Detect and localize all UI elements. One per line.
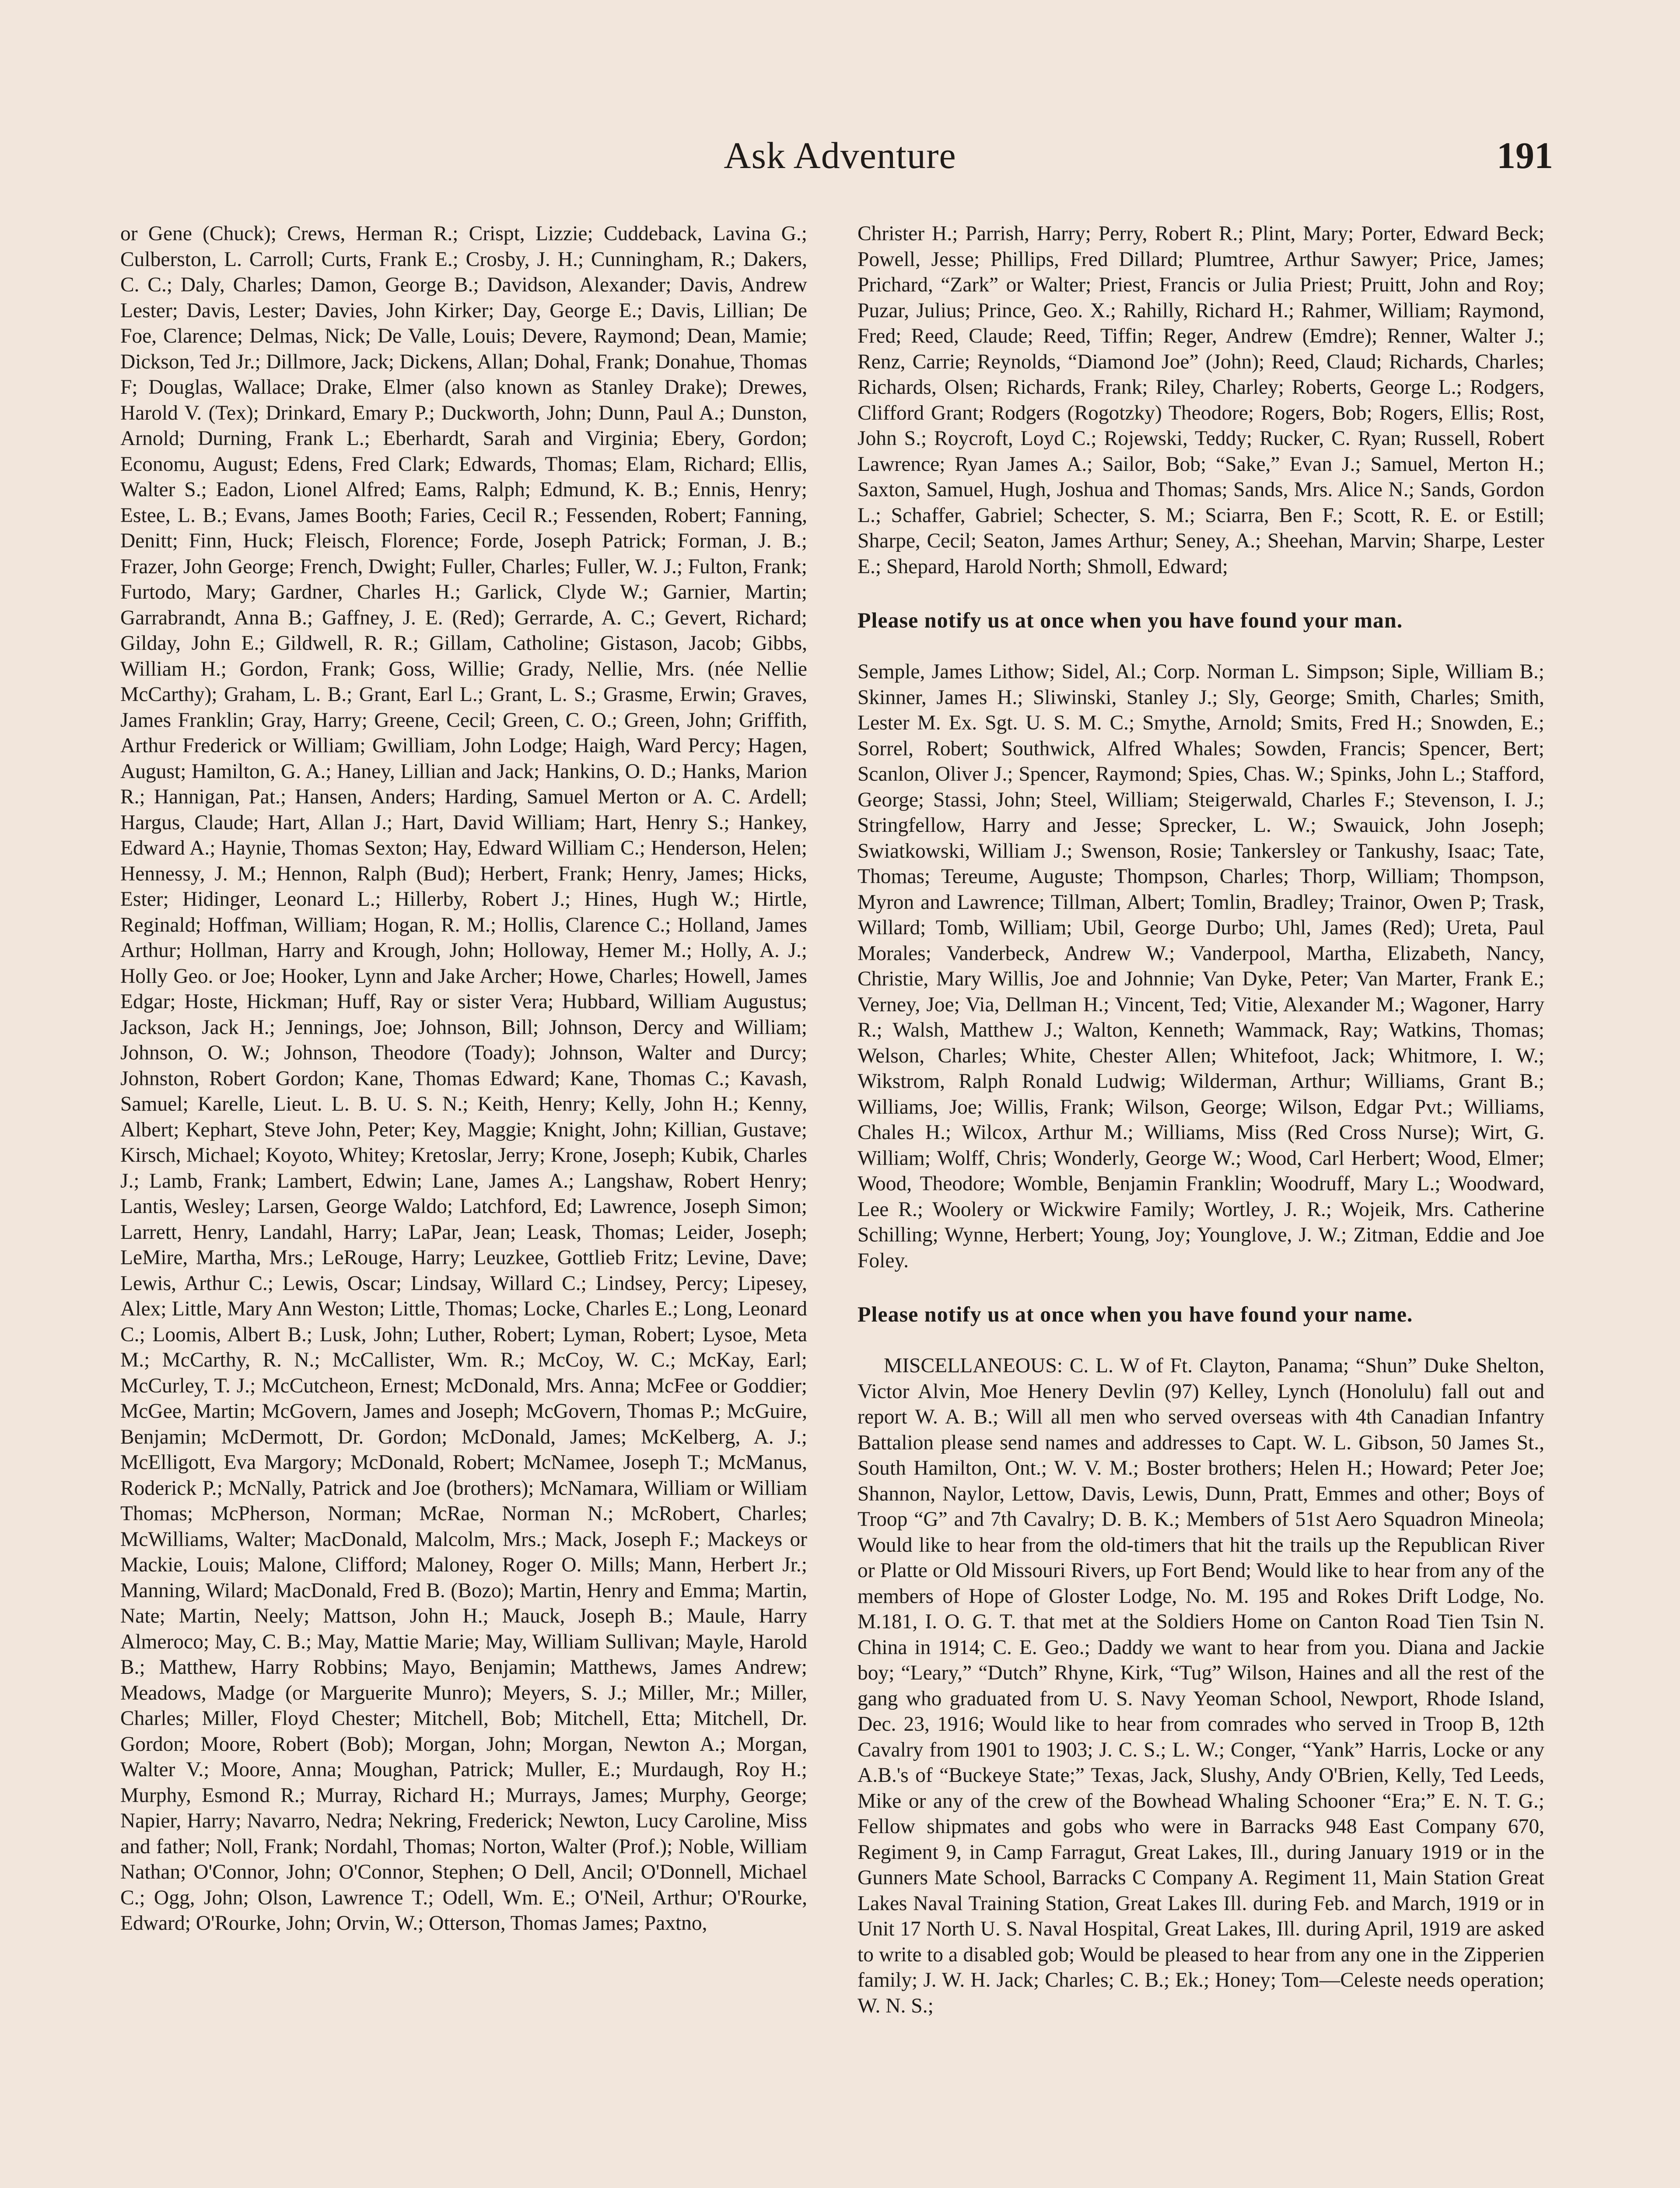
- miscellaneous-paragraph: MISCELLANEOUS: C. L. W of Ft. Clayton, Panama; “Shun” Duke Shelton, Victor Alvin, Moe Henery Devlin (97) Kelley, Lynch (Honolulu) fall out and report W. A. B.; Will all men who served overseas with 4th Canadian Infantry Battalion please send names and addresses to Capt. W. L. Gibson, 50 James St., South Hamilton, Ont.; W. V. M.; Boster brothers; Helen H.; Howard; Peter Joe; Shannon, Naylor, Lettow, Davis, Lewis, Dunn, Pratt, Emmes and other; Boys of Troop “G” and 7th Cavalry; D. B. K.; Members of 51st Aero Squadron Mineola; Would like to hear from the old-timers that hit the trails up the Republican River or Platte or Old Missouri Rivers, up Fort Bend; Would like to hear from any of the members of Hope of Gloster Lodge, No. M. 195 and Rokes Drift Lodge, No. M.181, I. O. G. T. that met at the Soldiers Home on Canton Road Tien Tsin N. China in 1914; C. E. Geo.; Daddy we want to hear from you. Diana and Jackie boy; “Leary,” “Dutch” Rhyne, Kirk, “Tug” Wilson, Haines and all the rest of the gang who graduated from U. S. Navy Yeoman School, Newport, Rhode Island, Dec. 23, 1916; Would like to hear from comrades who served in Troop B, 12th Cavalry from 1901 to 1903; J. C. S.; L. W.; Conger, “Yank” Harris, Locke or any A.B.'s of “Buckeye State;” Texas, Jack, Slushy, Andy O'Brien, Kelly, Ted Leeds, Mike or any of the crew of the Bowhead Whaling Schooner “Era;” E. N. T. G.; Fellow shipmates and gobs who were in Barracks 948 East Company 670, Regiment 9, in Camp Farragut, Great Lakes, Ill., during January 1919 or in the Gunners Mate School, Barracks C Company A. Regiment 11, Main Station Great Lakes Naval Training Station, Great Lakes Ill. during Feb. and March, 1919 or in Unit 17 North U. S. Naval Hospital, Great Lakes, Ill. during April, 1919 are asked to write to a disabled gob; Would be pleased to hear from any one in the Zipperien family; J. W. H. Jack; Charles; C. B.; Ek.; Honey; Tom—Celeste needs operation; W. N. S.;: [858, 1354, 1544, 2017]
- left-column: [120, 221, 807, 2188]
- right-column: [858, 221, 1544, 2188]
- name-list-right-2: Semple, James Lithow; Sidel, Al.; Corp. Norman L. Simpson; Siple, William B.; Skinner, James H.; Sliwinski, Stanley J.; Sly, George; Smith, Charles; Smith, Lester M. Ex. Sgt. U. S. M. C.; Smythe, Arnold; Smits, Fred H.; Snowden, E.; Sorrel, Robert; Southwick, Alfred Whales; Sowden, Francis; Spencer, Bert; Scanlon, Oliver J.; Spencer, Raymond; Spies, Chas. W.; Spinks, John L.; Stafford, George; Stassi, John; Steel, William; Steigerwald, Charles F.; Stevenson, I. J.; Stringfellow, Harry and Jesse; Sprecker, L. W.; Swauick, John Joseph; Swiatkowski, William J.; Swenson, Rosie; Tankersley or Tankushy, Isaac; Tate, Thomas; Tereume, Auguste; Thompson, Charles; Thorp, William; Thompson, Myron and Lawrence; Tillman, Albert; Tomlin, Bradley; Trainor, Owen P; Trask, Willard; Tomb, William; Ubil, George Durbo; Uhl, James (Red); Ureta, Paul Morales; Vanderbeck, Andrew W.; Vanderpool, Martha, Elizabeth, Nancy, Christie, Mary Willis, Joe and Johnnie; Van Dyke, Peter; Van Marter, Frank E.; Verney, Joe; Via, Dellman H.; Vincent, Ted; Vitie, Alexander M.; Wagoner, Harry R.; Walsh, Matthew J.; Walton, Kenneth; Wammack, Ray; Watkins, Thomas; Welson, Charles; White, Chester Allen; Whitefoot, Jack; Whitmore, I. W.; Wikstrom, Ralph Ronald Ludwig; Wilderman, Arthur; Williams, Grant B.; Williams, Joe; Willis, Frank; Wilson, George; Wilson, Edgar Pvt.; Williams, Chales H.; Wilcox, Arthur M.; Williams, Miss (Red Cross Nurse); Wirt, G. William; Wolff, Chris; Wonderly, George W.; Wood, Carl Herbert; Wood, Elmer; Wood, Theodore; Womble, Benjamin Franklin; Woodruff, Mary L.; Woodward, Lee R.; Woolery or Wickwire Family; Wortley, J. R.; Wojeik, Mrs. Catherine Schilling; Wynne, Herbert; Young, Joy; Younglove, J. W.; Zitman, Eddie and Joe Foley.: [858, 660, 1544, 1272]
- page-header: [0, 131, 1680, 197]
- body-columns: [120, 221, 1544, 2188]
- notice-found-name: Please notify us at once when you have found your name.: [858, 1302, 1413, 1326]
- name-list-right-1: Christer H.; Parrish, Harry; Perry, Robert R.; Plint, Mary; Porter, Edward Beck; Powell, Jesse; Phillips, Fred Dillard; Plumtree, Arthur Sawyer; Price, James; Prichard, “Zark” or Walter; Priest, Francis or Julia Priest; Pruitt, John and Roy; Puzar, Julius; Prince, Geo. X.; Rahilly, Richard H.; Rahmer, William; Raymond, Fred; Reed, Claude; Reed, Tiffin; Reger, Andrew (Emdre); Renner, Walter J.; Renz, Carrie; Reynolds, “Diamond Joe” (John); Reed, Claud; Richards, Charles; Richards, Olsen; Richards, Frank; Riley, Charley; Roberts, George L.; Rodgers, Clifford Grant; Rodgers (Rogotzky) Theodore; Rogers, Bob; Rogers, Ellis; Rost, John S.; Roycroft, Loyd C.; Rojewski, Teddy; Rucker, C. Ryan; Russell, Robert Lawrence; Ryan James A.; Sailor, Bob; “Sake,” Evan J.; Samuel, Merton H.; Saxton, Samuel, Hugh, Joshua and Thomas; Sands, Mrs. Alice N.; Sands, Gordon L.; Schaffer, Gabriel; Schecter, S. M.; Sciarra, Ben F.; Scott, R. E. or Estill; Sharpe, Cecil; Seaton, James Arthur; Seney, A.; Sheehan, Marvin; Sharpe, Lester E.; Shepard, Harold North; Shmoll, Edward;: [858, 222, 1544, 578]
- notice-found-man: Please notify us at once when you have found your man.: [858, 608, 1403, 632]
- running-title: Ask Adventure: [724, 134, 956, 176]
- name-list-left: or Gene (Chuck); Crews, Herman R.; Crispt, Lizzie; Cuddeback, Lavina G.; Culberston, L. Carroll; Curts, Frank E.; Crosby, J. H.; Cunningham, R.; Dakers, C. C.; Daly, Charles; Damon, George B.; Davidson, Alexander; Davis, Andrew Lester; Davis, Lester; Davies, John Kirker; Day, George E.; Davis, Lillian; De Foe, Clarence; Delmas, Nick; De Valle, Louis; Devere, Raymond; Dean, Mamie; Dickson, Ted Jr.; Dillmore, Jack; Dickens, Allan; Dohal, Frank; Donahue, Thomas F; Douglas, Wallace; Drake, Elmer (also known as Stanley Drake); Drewes, Harold V. (Tex); Drinkard, Emary P.; Duckworth, John; Dunn, Paul A.; Dunston, Arnold; Durning, Frank L.; Eberhardt, Sarah and Virginia; Ebery, Gordon; Economu, August; Edens, Fred Clark; Edwards, Thomas; Elam, Richard; Ellis, Walter S.; Eadon, Lionel Alfred; Eams, Ralph; Edmund, K. B.; Ennis, Henry; Estee, L. B.; Evans, James Booth; Faries, Cecil R.; Fessenden, Robert; Fanning, Denitt; Finn, Huck; Fleisch, Florence; Forde, Joseph Patrick; Forman, J. B.; Frazer, John George; French, Dwight; Fuller, Charles; Fuller, W. J.; Fulton, Frank; Furtodo, Mary; Gardner, Charles H.; Garlick, Clyde W.; Garnier, Martin; Garrabrandt, Anna B.; Gaffney, J. E. (Red); Gerrarde, A. C.; Gevert, Richard; Gilday, John E.; Gildwell, R. R.; Gillam, Catholine; Gistason, Jacob; Gibbs, William H.; Gordon, Frank; Goss, Willie; Grady, Nellie, Mrs. (née Nellie McCarthy); Graham, L. B.; Grant, Earl L.; Grant, L. S.; Grasme, Erwin; Graves, James Franklin; Gray, Harry; Greene, Cecil; Green, C. O.; Green, John; Griffith, Arthur Frederick or William; Gwilliam, John Lodge; Haigh, Ward Percy; Hagen, August; Hamilton, G. A.; Haney, Lillian and Jack; Hankins, O. D.; Hanks, Marion R.; Hannigan, Pat.; Hansen, Anders; Harding, Samuel Merton or A. C. Ardell; Hargus, Claude; Hart, Allan J.; Hart, David William; Hart, Henry S.; Hankey, Edward A.; Haynie, Thomas Sexton; Hay, Edward William C.; Henderson, Helen; Hennessy, J. M.; Hennon, Ralph (Bud); Herbert, Frank; Henry, James; Hicks, Ester; Hidinger, Leonard L.; Hillerby, Robert J.; Hines, Hugh W.; Hirtle, Reginald; Hoffman, William; Hogan, R. M.; Hollis, Clarence C.; Holland, James Arthur; Hollman, Harry and Krough, John; Holloway, Hemer M.; Holly, A. J.; Holly Geo. or Joe; Hooker, Lynn and Jake Archer; Howe, Charles; Howell, James Edgar; Hoste, Hickman; Huff, Ray or sister Vera; Hubbard, William Augustus; Jackson, Jack H.; Jennings, Joe; Johnson, Bill; Johnson, Dercy and William; Johnson, O. W.; Johnson, Theodore (Toady); Johnson, Walter and Durcy; Johnston, Robert Gordon; Kane, Thomas Edward; Kane, Thomas C.; Kavash, Samuel; Karelle, Lieut. L. B. U. S. N.; Keith, Henry; Kelly, John H.; Kenny, Albert; Kephart, Steve John, Peter; Key, Maggie; Knight, John; Killian, Gustave; Kirsch, Michael; Koyoto, Whitey; Kretoslar, Jerry; Krone, Joseph; Kubik, Charles J.; Lamb, Frank; Lambert, Edwin; Lane, James A.; Langshaw, Robert Henry; Lantis, Wesley; Larsen, George Waldo; Latchford, Ed; Lawrence, Joseph Simon; Larrett, Henry, Landahl, Harry; LaPar, Jean; Leask, Thomas; Leider, Joseph; LeMire, Martha, Mrs.; LeRouge, Harry; Leuzkee, Gottlieb Fritz; Levine, Dave; Lewis, Arthur C.; Lewis, Oscar; Lindsay, Willard C.; Lindsey, Percy; Lipesey, Alex; Little, Mary Ann Weston; Little, Thomas; Locke, Charles E.; Long, Leonard C.; Loomis, Albert B.; Lusk, John; Luther, Robert; Lyman, Robert; Lysoe, Meta M.; McCarthy, R. N.; McCallister, Wm. R.; McCoy, W. C.; McKay, Earl; McCurley, T. J.; McCutcheon, Ernest; McDonald, Mrs. Anna; McFee or Goddier; McGee, Martin; McGovern, James and Joseph; McGovern, Thomas P.; McGuire, Benjamin; McDermott, Dr. Gordon; McDonald, James; McKelberg, A. J.; McElligott, Eva Margory; McDonald, Robert; McNamee, Joseph T.; McManus, Roderick P.; McNally, Patrick and Joe (brothers); McNamara, William or William Thomas; McPherson, Norman; McRae, Norman N.; McRobert, Charles; McWilliams, Walter; MacDonald, Malcolm, Mrs.; Mack, Joseph F.; Mackeys or Mackie, Louis; Malone, Clifford; Maloney, Roger O. Mills; Mann, Herbert Jr.; Manning, Wilard; MacDonald, Fred B. (Bozo); Martin, Henry and Emma; Martin, Nate; Martin, Neely; Mattson, John H.; Mauck, Joseph B.; Maule, Harry Almeroco; May, C. B.; May, Mattie Marie; May, William Sullivan; Mayle, Harold B.; Matthew, Harry Robbins; Mayo, Benjamin; Matthews, James Andrew; Meadows, Madge (or Marguerite Munro); Meyers, S. J.; Miller, Mr.; Miller, Charles; Miller, Floyd Chester; Mitchell, Bob; Mitchell, Etta; Mitchell, Dr. Gordon; Moore, Robert (Bob); Morgan, John; Morgan, Newton A.; Morgan, Walter V.; Moore, Anna; Moughan, Patrick; Muller, E.; Murdaugh, Roy H.; Murphy, Esmond R.; Murray, Richard H.; Murrays, James; Murphy, George; Napier, Harry; Navarro, Nedra; Nekring, Frederick; Newton, Lucy Caroline, Miss and father; Noll, Frank; Nordahl, Thomas; Norton, Walter (Prof.); Noble, William Nathan; O'Connor, John; O'Connor, Stephen; O Dell, Ancil; O'Donnell, Michael C.; Ogg, John; Olson, Lawrence T.; Odell, Wm. E.; O'Neil, Arthur; O'Rourke, Edward; O'Rourke, John; Orvin, W.; Otterson, Thomas James; Paxtno,: [120, 222, 807, 1935]
- page-number: 191: [1497, 134, 1553, 176]
